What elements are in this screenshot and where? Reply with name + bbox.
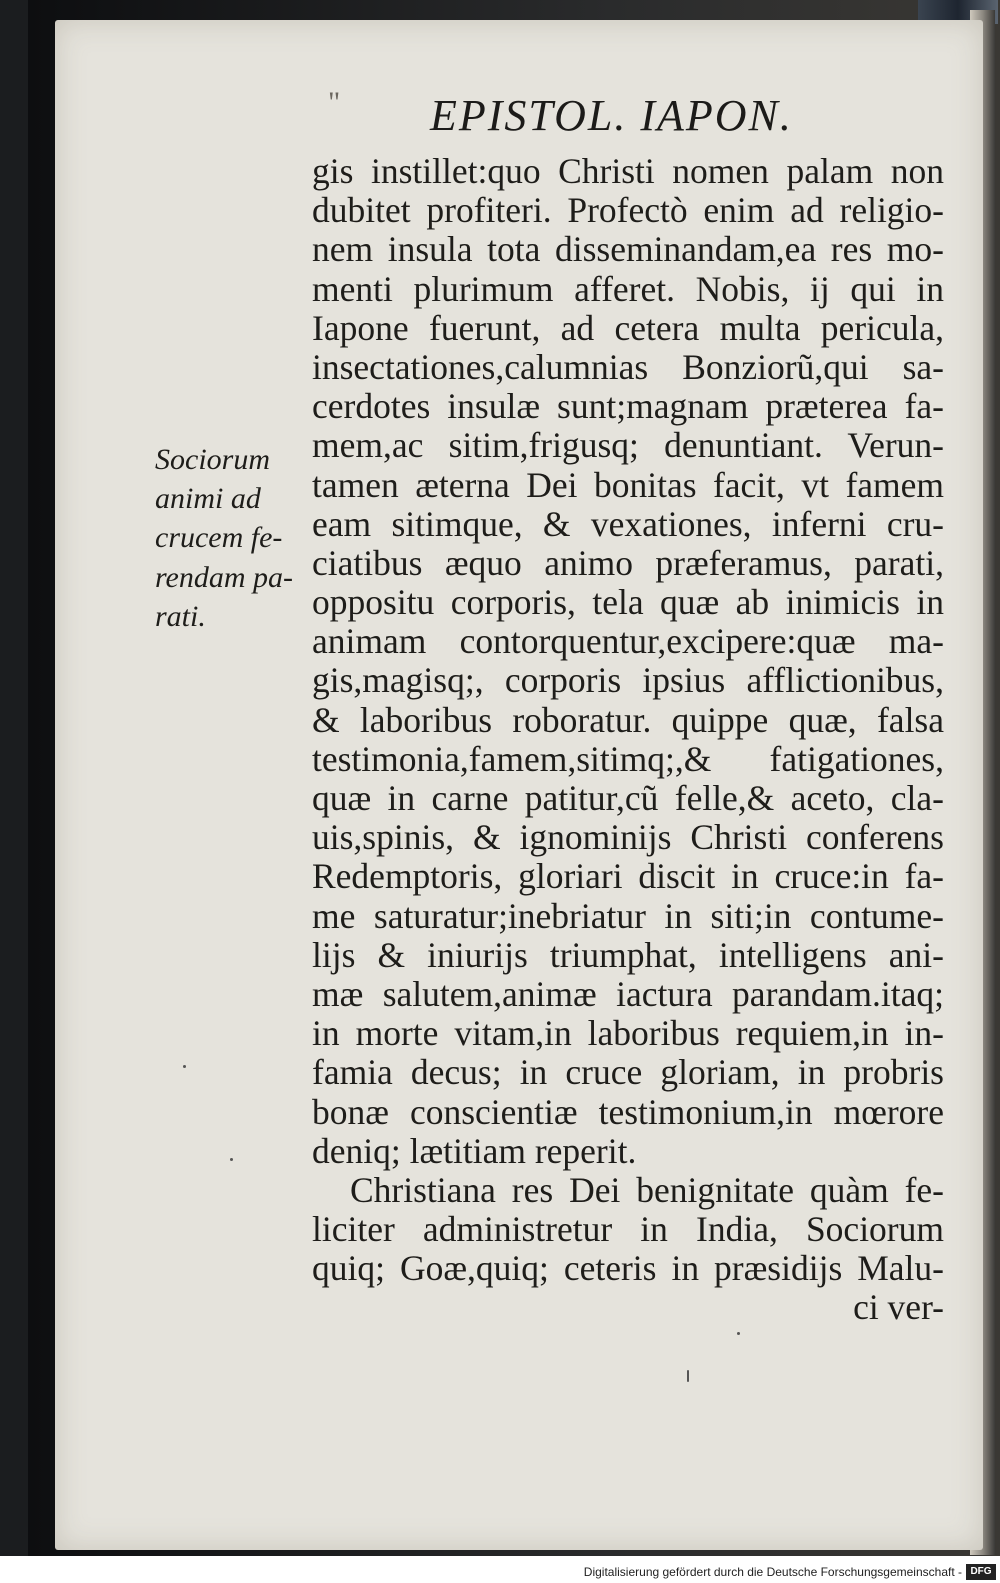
text-line: mæ salutem,animæ iactura parandam.itaq; (312, 974, 944, 1014)
text-line: Iapone fuerunt, ad cetera multa pericula, (312, 308, 944, 348)
text-line: in morte vitam,in laboribus requiem,in in- (312, 1014, 944, 1054)
text-line: oppositu corporis, tela quæ ab inimicis in (312, 583, 944, 623)
digitization-credit: Digitalisierung gefördert durch die Deutsche Forschungsgemeinschaft - (583, 1565, 962, 1579)
text-line: gis instillet:quo Christi nomen palam non (312, 152, 944, 191)
marginal-note (155, 440, 295, 636)
text-line: famia decus; in cruce gloriam, in probris (312, 1053, 944, 1093)
text-line: deniq; lætitiam reperit. (312, 1131, 637, 1171)
text-line: quiq; Goæ,quiq; ceteris in præsidijs Malu- (312, 1249, 944, 1289)
body-text (312, 152, 944, 1328)
text-line: Christiana res Dei benignitate quàm fe- (350, 1170, 944, 1210)
text-line: Redemptoris, gloriari discit in cruce:in fa- (312, 857, 944, 897)
text-line: tamen æterna Dei bonitas facit, vt famem (312, 465, 944, 505)
catchword: ci ver- (853, 1288, 944, 1328)
text-line: lijs & iniurijs triumphat, intelligens ani- (312, 935, 944, 975)
text-line: testimonia,famem,sitimq;,& fatigationes, (312, 739, 944, 779)
paper-speck (183, 1065, 186, 1068)
paper-speck (687, 1370, 689, 1382)
text-line: eam sitimque, & vexationes, inferni cru- (312, 504, 944, 544)
header-ink-mark: " (328, 86, 341, 119)
text-line: quæ in carne patitur,cũ felle,& aceto, cla- (312, 779, 944, 818)
text-line: liciter administretur in India, Sociorum (312, 1210, 944, 1250)
marginal-note-line: Sociorum (155, 443, 270, 476)
running-title: EPISTOL. IAPON. (430, 91, 793, 140)
marginal-note-line: rati. (155, 599, 206, 633)
text-line: bonæ conscientiæ testimonium,in mœrore (312, 1092, 944, 1132)
marginal-note-line: crucem fe- (155, 521, 283, 555)
text-line: dubitet profiteri. Profectò enim ad religio- (312, 191, 944, 231)
marginal-note-line: animi ad (155, 482, 261, 516)
paper-speck (230, 1158, 233, 1161)
text-line: animam contorquentur,excipere:quæ ma- (312, 622, 944, 662)
text-line: me saturatur;inebriatur in siti;in contume- (312, 896, 944, 936)
text-line: & laboribus roboratur. quippe quæ, falsa (312, 700, 944, 740)
text-line: cerdotes insulæ sunt;magnam præterea fa- (312, 387, 944, 427)
text-line: menti plurimum afferet. Nobis, ij qui in (312, 269, 944, 309)
text-line: mem,ac sitim,frigusq; denuntiant. Verun- (312, 426, 944, 466)
marginal-note-line: rendam pa- (155, 560, 294, 594)
text-line: gis,magisq;, corporis ipsius afflictionibus, (312, 661, 944, 701)
text-line: nem insula tota disseminandam,ea res mo- (312, 230, 944, 270)
paper-speck (737, 1332, 740, 1335)
dfg-logo: DFG (966, 1564, 996, 1580)
text-line: insectationes,calumnias Bonziorũ,qui sa- (312, 347, 944, 387)
text-line: uis,spinis, & ignominijs Christi conferens (312, 818, 944, 858)
text-line: ciatibus æquo animo præferamus, parati, (312, 543, 944, 583)
